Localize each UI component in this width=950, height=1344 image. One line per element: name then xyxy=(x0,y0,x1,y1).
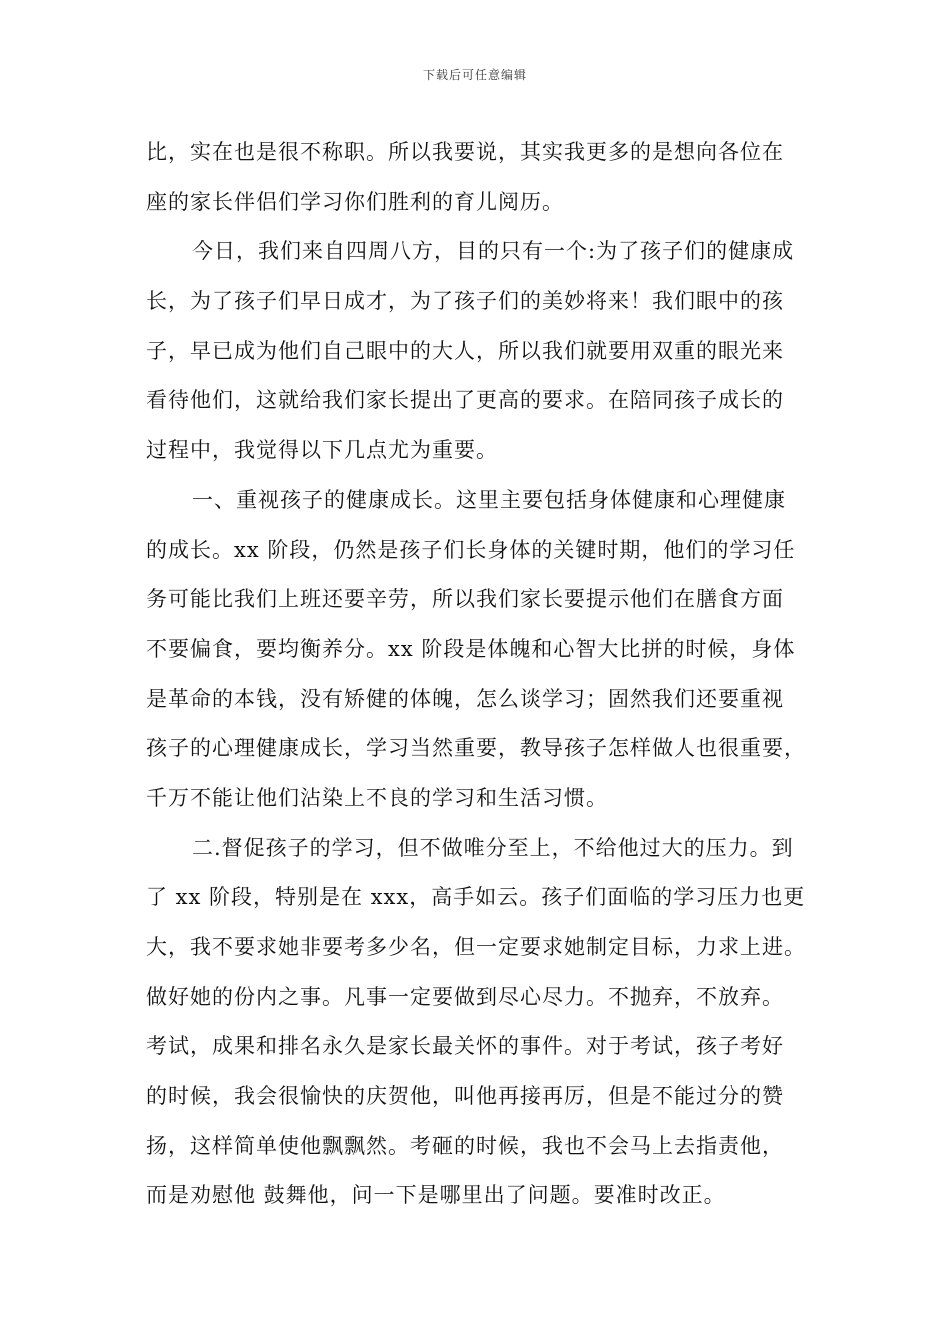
page-header: 下载后可任意编辑 xyxy=(422,68,527,82)
text-line: 座的家长伴侣们学习你们胜利的育儿阅历。 xyxy=(146,189,564,214)
text-line: 做好她的份内之事。凡事一定要做到尽心尽力。不抛弃，不放弃。 xyxy=(146,984,784,1009)
text-line: 长，为了孩子们早日成才，为了孩子们的美妙将来！我们眼中的孩 xyxy=(146,289,784,314)
text-line: 是革命的本钱，没有矫健的体魄，怎么谈学习；固然我们还要重视 xyxy=(146,686,784,711)
text-line: 的成长。xx 阶段，仍然是孩子们长身体的关键时期，他们的学习任 xyxy=(146,537,796,562)
text-line: 不要偏食，要均衡养分。xx 阶段是体魄和心智大比拼的时候，身体 xyxy=(146,636,796,661)
paragraph-first-line: 一、重视孩子的健康成长。这里主要包括身体健康和心理健康 xyxy=(192,487,786,512)
text-line: 过程中，我觉得以下几点尤为重要。 xyxy=(146,438,498,463)
text-line: 而是劝慰他 鼓舞他，问一下是哪里出了问题。要准时改正。 xyxy=(146,1183,726,1208)
text-line: 看待他们，这就给我们家长提出了更高的要求。在陪同孩子成长的 xyxy=(146,388,784,413)
text-line: 孩子的心理健康成长，学习当然重要，教导孩子怎样做人也很重要， xyxy=(146,736,806,761)
paragraph-first-line: 今日，我们来自四周八方，目的只有一个:为了孩子们的健康成 xyxy=(192,239,795,264)
document-body xyxy=(146,128,826,1221)
text-line: 子，早已成为他们自己眼中的大人，所以我们就要用双重的眼光来 xyxy=(146,338,784,363)
paragraph-first-line: 二.督促孩子的学习，但不做唯分至上，不给他过大的压力。到 xyxy=(192,835,794,860)
text-line: 大，我不要求她非要考多少名，但一定要求她制定目标，力求上进。 xyxy=(146,935,806,959)
text-line: 千万不能让他们沾染上不良的学习和生活习惯。 xyxy=(146,785,608,810)
text-line: 比，实在也是很不称职。所以我要说，其实我更多的是想向各位在 xyxy=(146,140,784,164)
text-line: 考试，成果和排名永久是家长最关怀的事件。对于考试，孩子考好 xyxy=(146,1034,784,1059)
text-line: 了 xx 阶段，特别是在 xxx，高手如云。孩子们面临的学习压力也更 xyxy=(146,885,806,910)
text-line: 务可能比我们上班还要辛劳，所以我们家长要提示他们在膳食方面 xyxy=(146,587,784,612)
text-line: 扬，这样简单使他飘飘然。考砸的时候，我也不会马上去指责他， xyxy=(146,1133,784,1158)
text-line: 的时候，我会很愉快的庆贺他，叫他再接再厉，但是不能过分的赞 xyxy=(146,1084,784,1109)
